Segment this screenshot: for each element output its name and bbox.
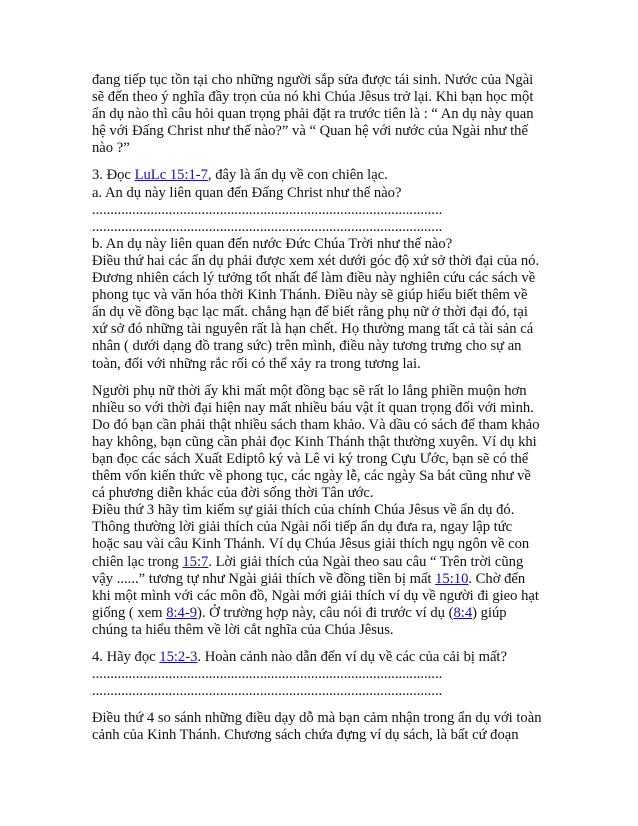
scripture-link-8-4[interactable]: 8:4 — [453, 604, 473, 621]
text-line: khi một mình với các môn đồ, Ngài mới giải thích ví dụ về người đi gieo hạt — [92, 587, 539, 604]
text-line: ẩn dụ nào thì câu hỏi quan trọng phải đặt ra trước tiên là : “ An dụ này quan — [92, 106, 534, 123]
scripture-link-15-7[interactable]: 15:7 — [182, 553, 209, 570]
answer-line: ................................................................................................ — [92, 201, 443, 218]
text-fragment: giống ( xem — [92, 604, 167, 621]
text-line: Người phụ nữ thời ấy khi mất một đồng bạc sẽ rất lo lắng phiền muộn hơn — [92, 382, 527, 399]
text-line: Do đó bạn cần phải thật nhiều sách tham khảo. Và dầu có sách để tham khảo — [92, 416, 540, 433]
text-line-with-link — [92, 605, 562, 622]
text-line-with-link — [92, 554, 562, 571]
text-line: chúng ta hiểu thêm về lời cắt nghĩa của Chúa Jêsus. — [92, 621, 394, 638]
text-line: xứ sở đó những tài nguyên rất là hạn chết. Họ thường mang tất cả tài sản cá — [92, 321, 534, 338]
text-fragment: chiên lạc trong — [92, 553, 183, 570]
scripture-link-luke-15-1-7[interactable]: LuLc 15:1-7 — [134, 167, 208, 184]
text-line: ẩn dụ về đồng bạc lạc mất. chẳng hạn để biết rằng phụ nữ ở thời đại đó, tại — [92, 304, 528, 321]
question-4-heading — [92, 649, 562, 666]
text-line: hay không, bạn cũng cần phải đọc Kinh Thánh thật thường xuyên. Ví dụ khi — [92, 433, 537, 450]
text-line: cá phương diễn khác của đời sống thời Tân ước. — [92, 485, 374, 502]
answer-line: ................................................................................................ — [92, 683, 443, 700]
text-line: hoặc sau vài câu Kinh Thánh. Ví dụ Chúa Jêsus giải thích ngụ ngôn về con — [92, 536, 530, 553]
text-line: thêm vốn kiến thức về phong tục, các ngày lễ, các ngày Sa bát cũng như về — [92, 468, 531, 485]
paragraph-lost-coin — [92, 383, 562, 639]
question-3-suffix: , đây là ẩn dụ về con chiên lạc. — [207, 167, 388, 184]
text-line: nhiều so với thời đại hiện nay mất nhiều báu vật ít quan trọng đối với mình. — [92, 399, 534, 416]
text-fragment: ). Ở trường hợp này, câu nói đi trước ví dụ ( — [197, 604, 454, 621]
text-line: cảnh của Kinh Thánh. Chương sách chứa đựng ví dụ sách, là bất cứ đoạn — [92, 727, 519, 744]
question-3b: b. An dụ này liên quan đến nước Đức Chúa Trời như thế nào? — [92, 235, 453, 252]
document-page — [92, 72, 562, 744]
scripture-link-15-10[interactable]: 15:10 — [435, 570, 469, 587]
question-3 — [92, 167, 562, 252]
text-line: Đương nhiên cách lý tưởng tốt nhất để làm điều này nghiên cứu các sách về — [92, 270, 536, 287]
question-3-prefix: 3. Đọc — [92, 167, 135, 184]
text-line: đang tiếp tục tồn tại cho những người sắp sửa được tái sinh. Nước của Ngài — [92, 72, 534, 88]
text-line: phong tục và văn hóa thời Kinh Thánh. Điều này sẽ giúp hiểu biết thêm về — [92, 287, 528, 304]
text-line: hệ với Đấng Christ như thế nào?” và “ Quan hệ với nước của Ngài như thế — [92, 123, 528, 140]
text-fragment: vậy ......” tương tự như Ngài giải thích về đồng tiền bị mất — [92, 570, 436, 587]
answer-line: ................................................................................................ — [92, 218, 443, 235]
text-fragment: . Lời giải thích của Ngài theo sau câu “ Trên trời cũng — [208, 553, 524, 570]
text-line-with-link — [92, 571, 562, 588]
text-line: Điều thứ 3 hãy tìm kiếm sự giải thích của chính Chúa Jêsus về ẩn dụ đó. — [92, 502, 515, 519]
text-line: nào ?” — [92, 140, 130, 157]
scripture-link-15-2-3[interactable]: 15:2-3 — [159, 649, 198, 665]
text-line: toàn, đối với những rắc rối có thể xảy ra trong tương lai. — [92, 355, 421, 372]
text-line: bạn đọc các sách Xuất Ediptô ký và Lê vi ký trong Cựu Ước, bạn sẽ có thể — [92, 450, 529, 467]
text-line: Thông thường lời giải thích của Ngài nối tiếp ẩn dụ đưa ra, ngay lập tức — [92, 519, 513, 536]
answer-line: ................................................................................................ — [92, 666, 443, 683]
text-line: Điều thứ 4 so sánh những điều dạy dỗ mà bạn cảm nhận trong ẩn dụ với toàn — [92, 710, 542, 727]
text-line: Điều thứ hai các ẩn dụ phải được xem xét dưới góc độ xứ sở thời đại của nó. — [92, 252, 540, 269]
text-fragment: . Chờ đến — [468, 570, 526, 587]
text-fragment: ) giúp — [472, 604, 507, 621]
paragraph-fourth-point — [92, 710, 562, 744]
question-4 — [92, 649, 562, 700]
question-3-heading — [92, 167, 562, 184]
paragraph-intro — [92, 72, 562, 157]
paragraph-second-point — [92, 253, 562, 373]
question-4-suffix: . Hoàn cảnh nào dẫn đến ví dụ về các của cải bị mất? — [197, 649, 507, 665]
scripture-link-8-4-9[interactable]: 8:4-9 — [166, 604, 197, 621]
text-line: sẽ đến theo ý nghĩa đầy trọn của nó khi Chúa Jêsus trở lại. Khi bạn học một — [92, 89, 534, 106]
text-line: nhân ( dưới dạng đồ trang sức) trên mình, điều này tương trưng cho sự an — [92, 338, 522, 355]
question-3a: a. An dụ này liên quan đến Đấng Christ như thế nào? — [92, 184, 402, 201]
question-4-prefix: 4. Hãy đọc — [92, 649, 160, 665]
